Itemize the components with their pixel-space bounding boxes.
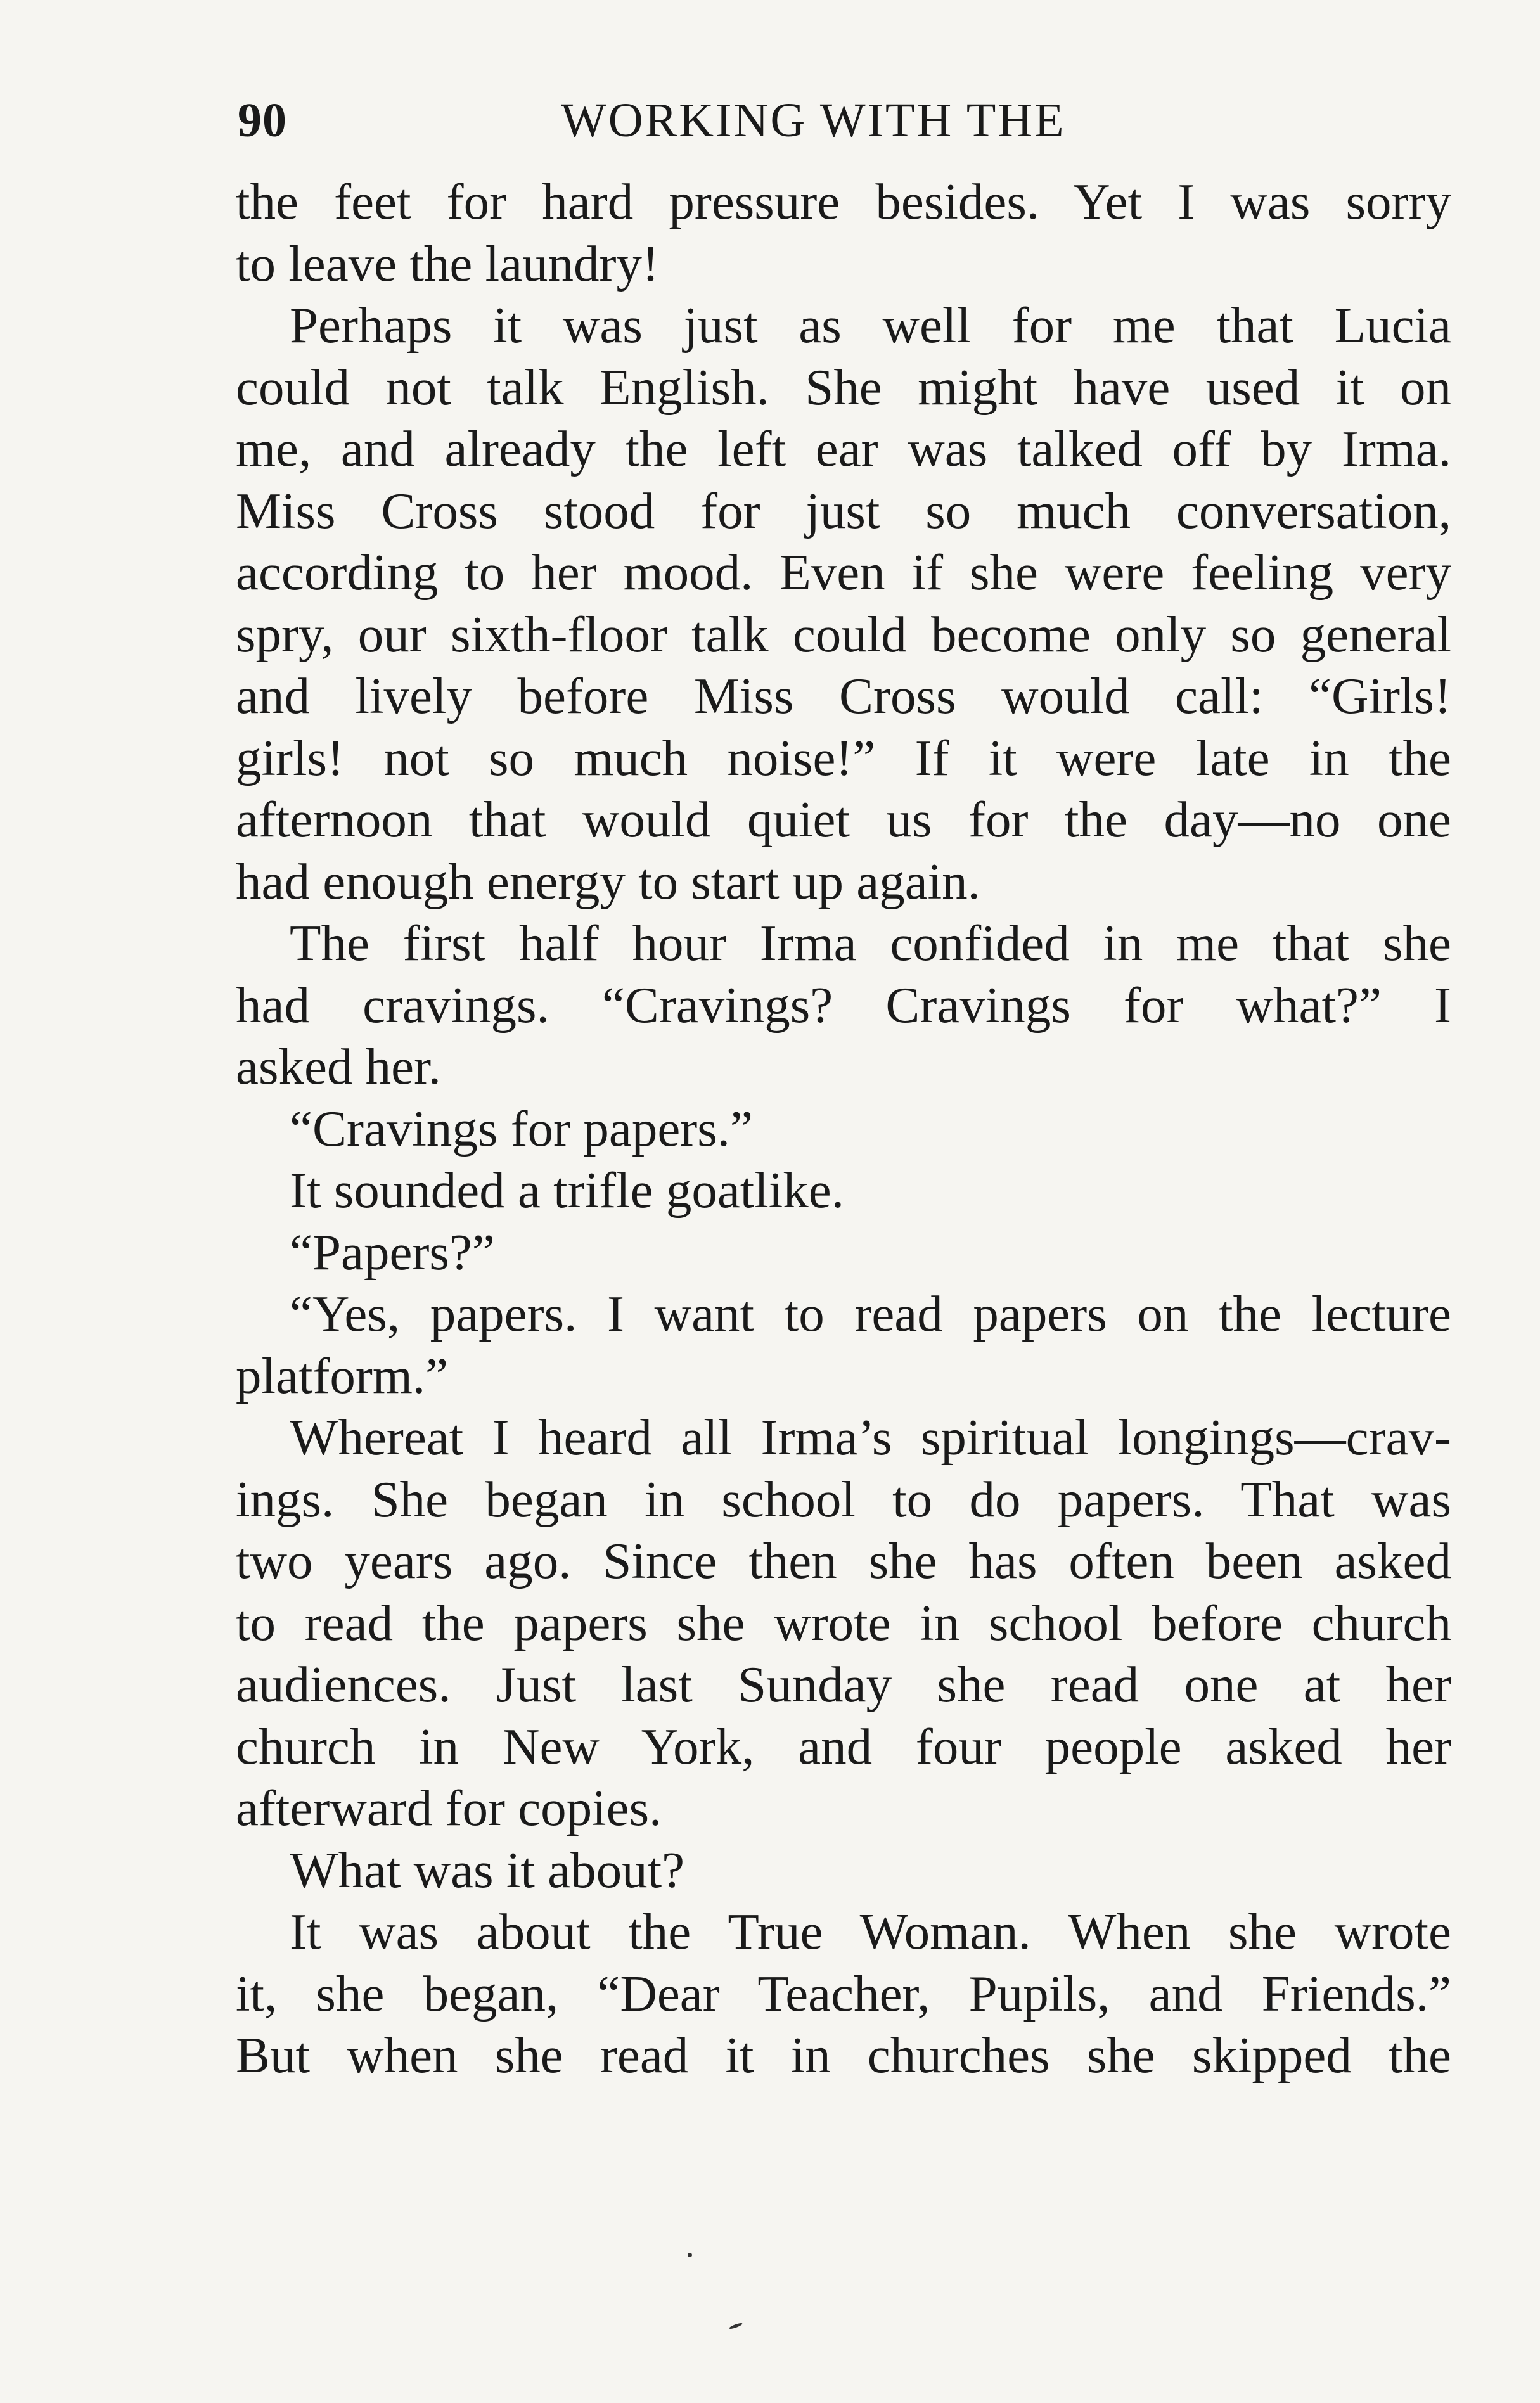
text-line: “Papers?” [290, 1223, 495, 1281]
text-line: It was about the True Woman. When she wrote [290, 1903, 1451, 1960]
running-title: WORKING WITH THE [561, 94, 1066, 147]
text-line: afterward for copies. [236, 1779, 662, 1836]
text-line: two years ago. Since then she has often been asked [236, 1532, 1451, 1589]
text-line: But when she read it in churches she skipped the [236, 2027, 1451, 2084]
text-line: afternoon that would quiet us for the day—no one [236, 791, 1451, 848]
text-line: ings. She began in school to do papers. That was [236, 1470, 1451, 1528]
text-line: me, and already the left ear was talked off by Irma. [236, 420, 1451, 477]
text-line: to leave the laundry! [236, 234, 659, 292]
scan-speck [688, 2253, 692, 2257]
text-line: to read the papers she wrote in school before church [236, 1594, 1451, 1651]
text-line: audiences. Just last Sunday she read one at her [236, 1656, 1451, 1713]
text-line: What was it about? [290, 1841, 685, 1899]
text-line: platform.” [236, 1347, 449, 1404]
text-line: and lively before Miss Cross would call: “Girls! [236, 667, 1451, 724]
text-line: could not talk English. She might have used it on [236, 358, 1451, 416]
scan-speck [729, 2322, 743, 2329]
text-line: Miss Cross stood for just so much conversation, [236, 482, 1451, 539]
text-line: had cravings. “Cravings? Cravings for what?” I [236, 976, 1451, 1034]
text-line: It sounded a trifle goatlike. [290, 1162, 844, 1219]
text-line: asked her. [236, 1038, 441, 1095]
text-line: “Yes, papers. I want to read papers on the lecture [290, 1285, 1451, 1342]
text-line: The first half hour Irma confided in me that she [290, 914, 1451, 971]
text-line: spry, our sixth-floor talk could become only so general [236, 605, 1451, 663]
body-text [236, 171, 1451, 2087]
text-line: church in New York, and four people asked her [236, 1717, 1451, 1775]
page-number: 90 [238, 94, 287, 147]
text-line: Perhaps it was just as well for me that Lucia [290, 297, 1451, 354]
text-line: according to her mood. Even if she were feeling very [236, 544, 1451, 601]
text-line: the feet for hard pressure besides. Yet I was sorry [236, 173, 1451, 230]
running-header [238, 89, 1448, 152]
text-line: had enough energy to start up again. [236, 852, 980, 910]
text-line: it, she began, “Dear Teacher, Pupils, and Friends.” [236, 1964, 1451, 2022]
text-line: Whereat I heard all Irma’s spiritual longings—crav- [290, 1409, 1451, 1466]
text-line: girls! not so much noise!” If it were late in the [236, 729, 1451, 786]
text-line: “Cravings for papers.” [290, 1099, 753, 1157]
